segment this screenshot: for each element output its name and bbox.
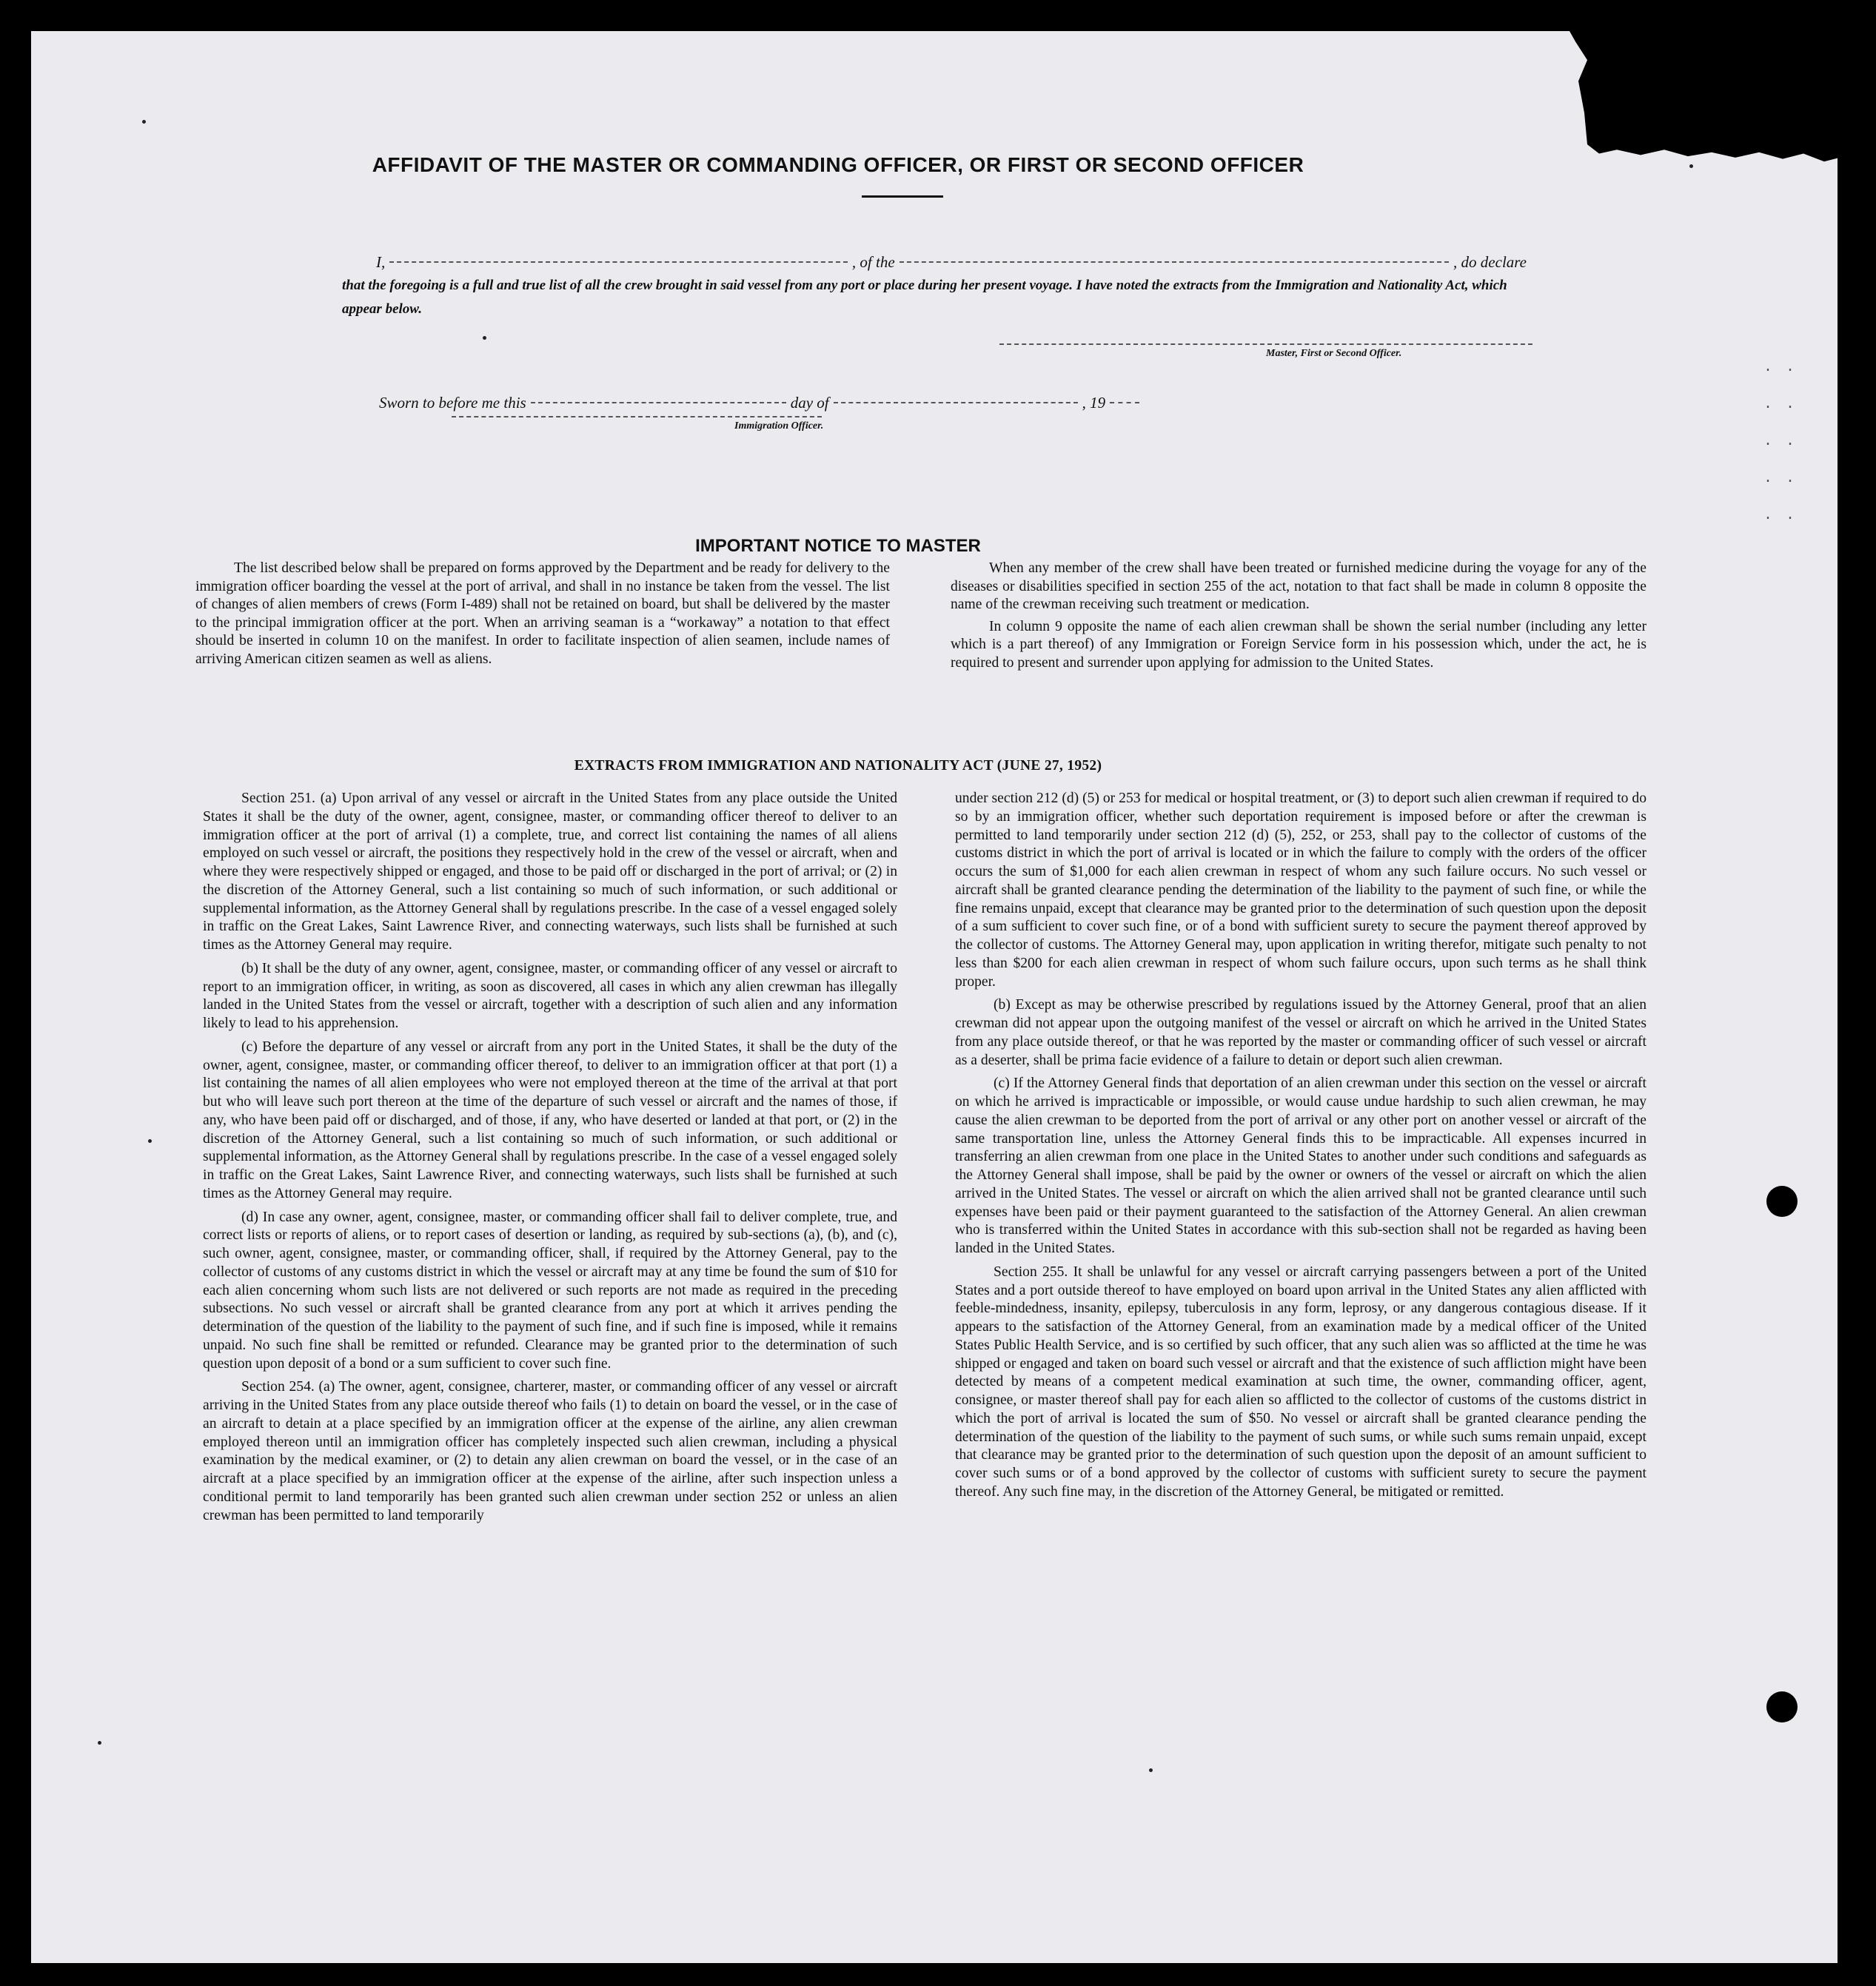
sworn-month-blank[interactable] <box>834 402 1078 403</box>
act-section-paragraph: (c) Before the departure of any vessel or aircraft from any port in the United States, it shall be the duty of the owner, agent, consignee, master, or commanding officer thereof, to deliver to an immigration officer at that port (1) a list containing the names of all alien employees who were not employed thereon at the time of the arrival at that port but who will leave such port thereon at the time of the departure of such vessel or aircraft and the names of those, if any, who have been paid off or discharged, and of those, if any, who have deserted or landed at that port, or (2) in the discretion of the Attorney General, such a list containing so much of such information, or such additional or supplemental information, as the Attorney General shall by regulations prescribe. In the case of a vessel engaged solely in traffic on the Great Lakes, Saint Lawrence River, and connecting waterways, such lists shall be furnished at such times as the Attorney General may require. <box>203 1039 897 1201</box>
act-section-paragraph: Section 254. (a) The owner, agent, consignee, charterer, master, or commanding officer of any vessel or aircraft arriving in the United States from any place outside thereof who fails (1) to detain on board the vessel, or in the case of an aircraft to detain at a place specified by an immigration officer at the expense of the airline, any alien crewman employed thereon until an immigration officer has completely inspected such alien crewman, including a physical examination by the medical examiner, or (2) to detain any alien crewman on board the vessel, or in the case of an aircraft at a place specified by an immigration officer at the expense of the airline, after such inspection unless a conditional permit to land temporarily has been granted such alien crewman under section 252 or unless an alien crewman has been permitted to land temporarily <box>203 1379 897 1523</box>
notice-paragraph: In column 9 opposite the name of each alien crewman shall be shown the serial number (including any letter which is a part thereof) of any Immigration or Foreign Service form in his possession which, under the act, he is required to present and surrender upon applying for admission to the United States. <box>951 618 1646 671</box>
scan-speck <box>483 336 486 340</box>
act-section-paragraph: (d) In case any owner, agent, consignee, master, or commanding officer shall fail to deliver complete, true, and correct lists or reports of aliens, or to report cases of desertion or landing, as required by sub-sections (a), (b), and (c), such owner, agent, consignee, master, or commanding officer, shall, if required by the Attorney General, pay to the collector of customs of any customs district in which the vessel or aircraft may at any time be found the sum of $10 for each alien concerning whom such lists are not delivered or such reports are not made as required in the preceding subsections. No such vessel or aircraft shall be granted clearance from any port at which it arrives pending the determination of the question of the liability to the payment of such fine, and if such fine is imposed, while it remains unpaid. No such fine shall be remitted or refunded. Clearance may be granted prior to the determination of such question upon deposit of a bond or a sum sufficient to cover such fine. <box>203 1209 897 1372</box>
year-label: , 19 <box>1082 394 1106 412</box>
act-section-paragraph: (c) If the Attorney General finds that deportation of an alien crewman under this section on the vessel or aircraft on which he arrived is impracticable or impossible, or would cause undue hardship to such alien crewman, he may cause the alien crewman to be deported from the port of arrival or any other port on another vessel or aircraft of the same transportation line, unless the Attorney General finds this to be impracticable. All expenses incurred in transferring an alien crewman from one place in the United States to another under such conditions and safeguards as the Attorney General shall impose, shall be paid by the owner or owners of the vessel or aircraft on which the alien arrived in the United States. The vessel or aircraft on which the alien arrived shall not be granted clearance until such expenses have been paid or their payment guaranteed to the satisfaction of the Attorney General. An alien crewman who is transferred within the United States in accordance with this sub-section shall not be regarded as having been landed in the United States. <box>955 1076 1646 1256</box>
affidavit-body: that the foregoing is a full and true list of all the crew brought in said vessel from any port or place during her present voyage. I have noted the extracts from the Immigration and Nationality Act, which appear below. <box>342 278 1507 317</box>
torn-corner <box>1570 31 1838 163</box>
scan-speck <box>142 120 146 124</box>
vessel-blank[interactable] <box>900 261 1449 263</box>
do-declare-label: , do declare <box>1453 253 1527 271</box>
notice-paragraph: The list described below shall be prepared on forms approved by the Department and be ready for delivery to the immigration officer boarding the vessel at the port of arrival, and shall in no instance be taken from the vessel. The list of changes of alien members of crews (Form I-489) shall not be retained on board, but shall be delivered by the master to the principal immigration officer at the port. When an arriving seaman is a “workaway” a notation to that effect should be inserted in column 10 on the manifest. In order to facilitate inspection of alien seamen, include names of arriving American citizen seamen as well as aliens. <box>195 560 890 667</box>
title-underline <box>862 195 943 198</box>
notice-title: IMPORTANT NOTICE TO MASTER <box>695 536 981 556</box>
act-section-paragraph: (b) It shall be the duty of any owner, agent, consignee, master, or commanding officer of any vessel or aircraft to report to an immigration officer, in writing, as soon as discovered, all cases in which any alien crewman has illegally landed in the United States from the vessel or aircraft, together with a description of such alien and any information likely to lead to his apprehension. <box>203 960 897 1031</box>
name-blank[interactable] <box>389 261 848 263</box>
scan-speck <box>98 1741 101 1745</box>
act-section-paragraph: (b) Except as may be otherwise prescribed by regulations issued by the Attorney General, proof that an alien crewman did not appear upon the outgoing manifest of the vessel or aircraft on which he arrived in the United States from any place outside thereof, or that he was reported by the master or commanding officer of such vessel or aircraft as a deserter, shall be prima facie evidence of a failure to detain or deport such alien crewman. <box>955 997 1646 1068</box>
day-of-label: day of <box>790 394 829 412</box>
extracts-title: EXTRACTS FROM IMMIGRATION AND NATIONALITY ACT (JUNE 27, 1952) <box>574 758 1102 774</box>
notice-left-column <box>195 560 890 673</box>
sworn-day-blank[interactable] <box>531 402 786 403</box>
sworn-year-blank[interactable] <box>1110 402 1139 403</box>
notice-right-column <box>951 560 1646 677</box>
affidavit-title: AFFIDAVIT OF THE MASTER OR COMMANDING OFFICER, OR FIRST OR SECOND OFFICER <box>372 153 1304 176</box>
i-label: I, <box>376 253 386 271</box>
immigration-officer-label: Immigration Officer. <box>734 420 824 432</box>
scan-speck <box>1689 164 1693 168</box>
master-signature-line[interactable] <box>999 343 1532 345</box>
act-section-paragraph: Section 251. (a) Upon arrival of any vessel or aircraft in the United States from any place outside the United States it shall be the duty of the owner, agent, consignee, master, or commanding officer thereof to deliver to an immigration officer at the port of arrival (1) a complete, true, and correct list containing the names of all aliens employed on such vessel or aircraft, the positions they respectively hold in the crew of the vessel or aircraft, when and where they were respectively shipped or engaged, and those to be paid off or discharged in the port of arrival; or (2) in the discretion of the Attorney General, such a list containing so much of such information, or such additional or supplemental information, as the Attorney General shall by regulations prescribe. In the case of a vessel engaged solely in traffic on the Great Lakes, Saint Lawrence River, and connecting waterways, such lists shall be furnished at such times as the Attorney General may require. <box>203 791 897 953</box>
extracts-left-column <box>203 790 897 1530</box>
act-section-paragraph: Section 255. It shall be unlawful for any vessel or aircraft carrying passengers between a port of the United States and a port outside thereof to have employed on board upon arrival in the United States any alien afflicted with feeble-mindedness, insanity, epilepsy, tuberculosis in any form, leprosy, or any dangerous contagious disease. If it appears to the satisfaction of the Attorney General, from an examination made by a medical officer of the United States Public Health Service, and is so certified by such officer, that any such alien was so afflicted at the time he was shipped or engaged and taken on board such vessel or aircraft and that the existence of such affliction might have been detected by means of a competent medical examination at such time, the owner, commanding officer, agent, consignee, or master thereof shall pay for each alien so afflicted to the collector of customs of the customs district in which the port of arrival is located the sum of $50. No vessel or aircraft shall be granted clearance pending the determination of the question of the liability to the payment of such sums, or while such sums remain unpaid, except that clearance may be granted prior to the determination of such question upon the deposit of an amount sufficient to cover such sums or of a bond approved by the collector of customs with sufficient surety to secure the payment thereof. Any such fine may, in the discretion of the Attorney General, be mitigated or remitted. <box>955 1264 1646 1500</box>
scan-speck <box>1149 1768 1153 1772</box>
sworn-line <box>379 394 1267 412</box>
sworn-label: Sworn to before me this <box>379 394 526 412</box>
immigration-officer-signature-line[interactable] <box>452 416 822 417</box>
act-section-paragraph: under section 212 (d) (5) or 253 for medical or hospital treatment, or (3) to deport such alien crewman if required to do so by an immigration officer, whether such deportation requirement is imposed before or after the crewman is permitted to land temporarily under section 212 (d) (5), 252, or 253, shall pay to the collector of customs of the customs district in which the port of arrival is located or in which the failure to comply with the orders of the officer occurs the sum of $1,000 for each alien crewman in respect of whom any such failure occurs. No such vessel or aircraft shall be granted clearance pending the determination of the liability to the payment of such fine, or while the fine remains unpaid, except that clearance may be granted prior to the determination of such question upon the deposit of a sum sufficient to cover such fine, or of a bond with sufficient surety to secure the payment thereof approved by the collector of customs. The Attorney General may, upon application in writing therefor, mitigate such penalty to not less than $200 for each alien crewman in respect of whom such failure occurs, upon such terms as he shall think proper. <box>955 791 1646 990</box>
punch-hole <box>1766 1691 1798 1722</box>
document-page <box>31 31 1838 1963</box>
scan-speck <box>148 1139 152 1143</box>
affidavit-declaration-line <box>342 250 1527 274</box>
edge-scan-marks: . . . . . . . . . . <box>1763 359 1798 524</box>
extracts-right-column <box>955 790 1646 1507</box>
master-signature-label: Master, First or Second Officer. <box>1266 348 1402 359</box>
punch-hole <box>1766 1186 1798 1217</box>
affidavit-block <box>342 250 1527 321</box>
notice-paragraph: When any member of the crew shall have been treated or furnished medicine during the voyage for any of the diseases or disabilities specified in section 255 of the act, notation to that fact shall be made in column 8 opposite the name of the crewman receiving such treatment or medication. <box>951 560 1646 613</box>
of-the-label: , of the <box>851 253 895 271</box>
